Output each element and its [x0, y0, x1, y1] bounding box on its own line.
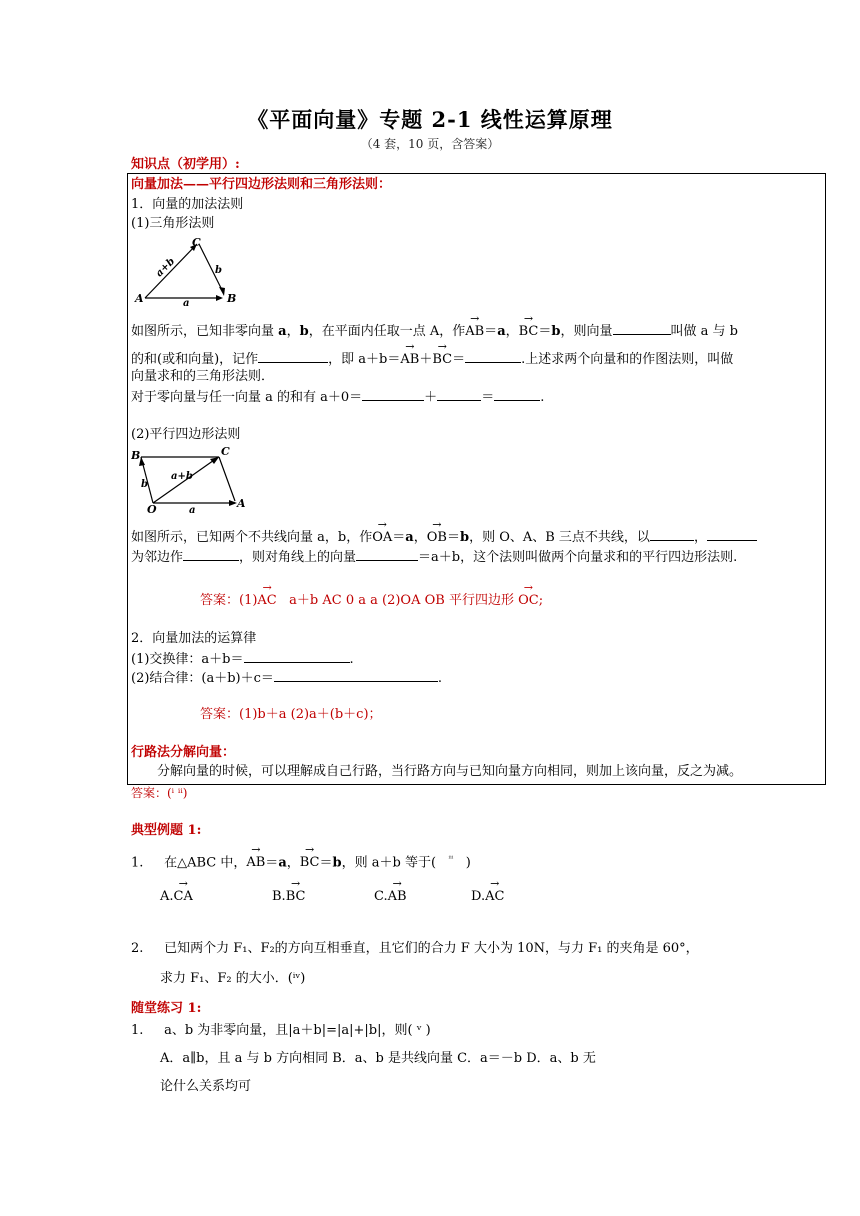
triangle-diagram [131, 234, 241, 308]
question-2-line2: 求力 F₁、F₂ 的大小．(ⁱᵛ) [160, 971, 306, 986]
practice-heading: 随堂练习 1: [131, 1001, 202, 1016]
practice-1-options-line2: 论什么关系均可 [160, 1079, 252, 1094]
knowledge-heading: 知识点（初学用）: [131, 157, 240, 172]
practice-1-options: A．a∥b，且 a 与 b 方向相同 B．a、b 是共线向量 C．a＝－b D．a、b 无 [160, 1051, 596, 1066]
commutative-law: (1)交换律：a＋b＝ . [131, 652, 354, 667]
associative-law: (2)结合律：(a＋b)＋c＝ . [131, 671, 443, 686]
section-2-title: 2．向量加法的运算律 [131, 631, 257, 646]
q1-option-b: B.→ BC [272, 888, 305, 906]
parallelogram-rule-title: (2)平行四边形法则 [131, 427, 241, 442]
tri-label-ab: a+b [153, 255, 178, 280]
triangle-rule-title: (1)三角形法则 [131, 216, 215, 231]
q1-option-a: A.→ CA [160, 888, 193, 906]
answer-note: 答案：(ⁱ ⁱⁱ) [131, 786, 188, 800]
question-1: 1. 在△ABC 中，→ AB＝a，→ BC＝b，则 a＋b 等于( $^{^{iii}}$ ) [131, 850, 471, 872]
answer-2: 答案：(1)b＋a (2)a＋(b＋c)； [200, 707, 382, 722]
triangle-para-line3: 向量求和的三角形法则． [131, 369, 275, 384]
parallelogram-para-line2: 为邻边作 ，则对角线上的向量 ＝a＋b，这个法则叫做两个向量求和的平行四边形法则. [131, 550, 738, 565]
walking-method-heading: 行路法分解向量： [131, 745, 236, 760]
par-label-B: B [131, 449, 141, 462]
par-label-O: O [147, 503, 157, 515]
tri-label-b: b [215, 265, 222, 276]
walking-method-text: 分解向量的时候，可以理解成自己行路，当行路方向与已知向量方向相同，则加上该向量，反之为减。 [157, 764, 743, 779]
parallelogram-diagram [131, 445, 251, 515]
par-label-A: A [237, 497, 246, 510]
page-title: 《平面向量》专题 2-1 线性运算原理 [247, 107, 613, 132]
q1-option-d: D.→ AC [471, 888, 504, 906]
question-2-line1: 2. 已知两个力 F₁、F₂的方向互相垂直，且它们的合力 F 大小为 10N，与力 F₁ 的夹角是 60°， [131, 941, 699, 956]
page-subtitle: （4 套，10 页，含答案） [360, 137, 500, 151]
tri-label-a: a [183, 298, 190, 308]
zero-vector-line: 对于零向量与任一向量 a 的和有 a＋0＝ ＋ ＝ . [131, 390, 545, 405]
par-label-b: b [141, 479, 148, 490]
par-label-ab: a+b [171, 471, 193, 482]
par-label-C: C [221, 445, 230, 458]
addition-heading: 向量加法——平行四边形法则和三角形法则： [131, 177, 392, 192]
triangle-para-line2: 的和(或和向量)，记作 ，即 a＋b＝→ AB＋→ BC＝ .上述求两个向量和的作图法则，叫做 [131, 350, 733, 369]
example-heading: 典型例题 1: [131, 823, 202, 838]
q1-option-c: C.→ AB [374, 888, 407, 906]
tri-label-A: A [135, 292, 144, 305]
practice-1: 1. a、b 为非零向量，且|a＋b|=|a|+|b|，则( ᵛ ) [131, 1023, 431, 1038]
par-label-a: a [189, 505, 196, 515]
section-1-title: 1．向量的加法法则 [131, 197, 244, 212]
parallelogram-para-line1: 如图所示，已知两个不共线向量 a，b，作→ OA＝a，→ OB＝b，则 O、A、B 三点不共线，以 ， [131, 528, 757, 547]
triangle-para-line1: 如图所示，已知非零向量 a，b，在平面内任取一点 A，作→ AB＝a，→ BC＝b，则向量 叫做 a 与 b [131, 322, 738, 341]
tri-label-C: C [192, 236, 201, 249]
tri-label-B: B [227, 292, 237, 305]
answer-1: 答案：(1)→ AC a＋b AC 0 a a (2)OA OB 平行四边形 → OC; [200, 592, 543, 610]
